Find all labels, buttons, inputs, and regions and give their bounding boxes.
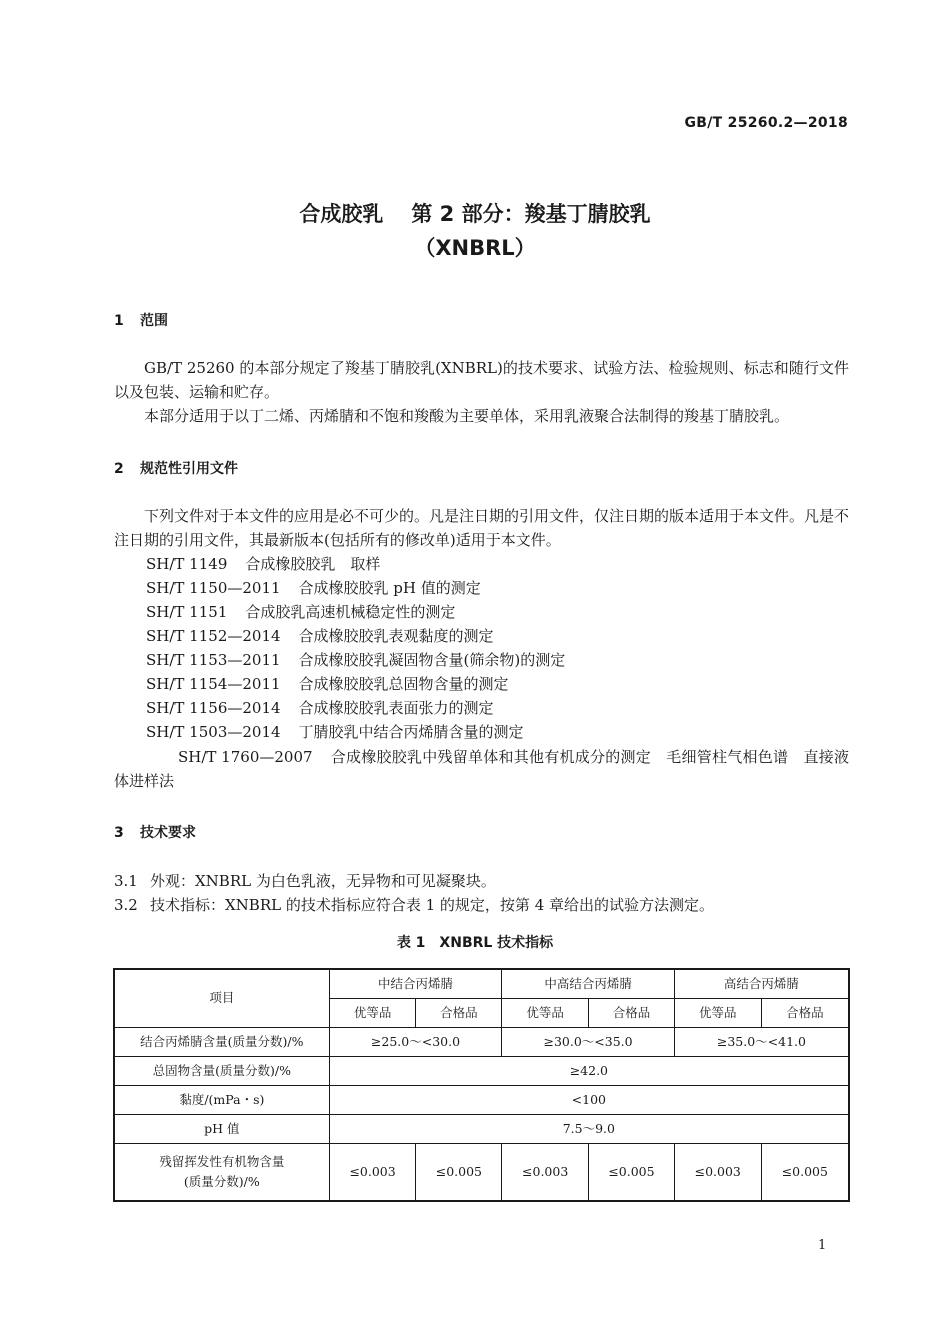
clause-3-2: 3.2 技术指标：XNBRL 的技术指标应符合表 1 的规定，按第 4 章给出的试验方法测定。 (114, 896, 715, 914)
item-header: 项目 (114, 969, 329, 1027)
row-label: 结合丙烯腈含量(质量分数)/% (114, 1027, 329, 1056)
ref-item: SH/T 1151 合成胶乳高速机械稳定性的测定 (146, 603, 456, 621)
grade-header: 优等品 (502, 998, 589, 1027)
title-part2: 第 2 部分：羧基丁腈胶乳 (411, 202, 651, 226)
table-row (114, 1114, 849, 1143)
page-number: 1 (818, 1238, 827, 1253)
table-cell: ≤0.003 (674, 1143, 761, 1201)
grade-header: 优等品 (329, 998, 416, 1027)
table-cell: ≥42.0 (329, 1056, 849, 1085)
ref-item: SH/T 1760—2007 合成橡胶胶乳中残留单体和其他有机成分的测定 毛细管柱气相色谱 直接液体进样法 (114, 748, 849, 790)
grade-header: 合格品 (416, 998, 502, 1027)
table-cell: ≤0.005 (761, 1143, 849, 1201)
group-header: 中高结合丙烯腈 (502, 969, 675, 998)
grade-header: 合格品 (589, 998, 675, 1027)
ref-item: SH/T 1149 合成橡胶胶乳 取样 (146, 555, 381, 573)
table-title: 表 1 XNBRL 技术指标 (396, 935, 554, 951)
spec-table (113, 968, 850, 1202)
table-cell: ≤0.003 (502, 1143, 589, 1201)
table-row (114, 1143, 849, 1201)
standard-code: GB/T 25260.2—2018 (684, 115, 848, 131)
ref-item: SH/T 1154—2011 合成橡胶胶乳总固物含量的测定 (146, 675, 509, 693)
scope-paragraph-1: GB/T 25260 的本部分规定了羧基丁腈胶乳(XNBRL)的技术要求、试验方法、检验规则、标志和随行文件以及包装、运输和贮存。 (114, 359, 849, 401)
ref-item: SH/T 1153—2011 合成橡胶胶乳凝固物含量(筛余物)的测定 (146, 651, 566, 669)
table-cell: ≥30.0～<35.0 (502, 1027, 675, 1056)
section-refs-heading: 2 规范性引用文件 (114, 461, 238, 477)
table-row (114, 1056, 849, 1085)
table-cell: 7.5～9.0 (329, 1114, 849, 1143)
document-title (0, 198, 950, 228)
table-cell: ≤0.005 (416, 1143, 502, 1201)
row-label: 黏度/(mPa・s) (114, 1085, 329, 1114)
row-label: 总固物含量(质量分数)/% (114, 1056, 329, 1085)
grade-header: 优等品 (674, 998, 761, 1027)
table-cell: ≤0.003 (329, 1143, 416, 1201)
title-part1: 合成胶乳 (299, 202, 384, 226)
section-scope-heading: 1 范围 (114, 313, 168, 329)
ref-item: SH/T 1156—2014 合成橡胶胶乳表面张力的测定 (146, 699, 494, 717)
scope-paragraph-2: 本部分适用于以丁二烯、丙烯腈和不饱和羧酸为主要单体，采用乳液聚合法制得的羧基丁腈胶乳。 (144, 407, 790, 425)
table-row (114, 1085, 849, 1114)
refs-paragraph: 下列文件对于本文件的应用是必不可少的。凡是注日期的引用文件，仅注日期的版本适用于本文件。凡是不注日期的引用文件，其最新版本(包括所有的修改单)适用于本文件。 (114, 507, 850, 549)
document-subtitle: （XNBRL） (414, 236, 536, 260)
table-cell: ≥35.0～<41.0 (674, 1027, 849, 1056)
ref-item: SH/T 1152—2014 合成橡胶胶乳表观黏度的测定 (146, 627, 494, 645)
row-label: pH 值 (114, 1114, 329, 1143)
ref-item: SH/T 1503—2014 丁腈胶乳中结合丙烯腈含量的测定 (146, 723, 524, 741)
row-label: 残留挥发性有机物含量 (质量分数)/% (114, 1143, 329, 1201)
table-row (114, 1027, 849, 1056)
section-tech-heading: 3 技术要求 (114, 825, 196, 841)
grade-header: 合格品 (761, 998, 849, 1027)
ref-item: SH/T 1150—2011 合成橡胶胶乳 pH 值的测定 (146, 579, 481, 597)
group-header: 高结合丙烯腈 (674, 969, 849, 998)
table-cell: ≤0.005 (589, 1143, 675, 1201)
table-cell: ≥25.0～<30.0 (329, 1027, 502, 1056)
clause-3-1: 3.1 外观：XNBRL 为白色乳液，无异物和可见凝聚块。 (114, 872, 496, 890)
table-cell: <100 (329, 1085, 849, 1114)
group-header: 中结合丙烯腈 (329, 969, 502, 998)
